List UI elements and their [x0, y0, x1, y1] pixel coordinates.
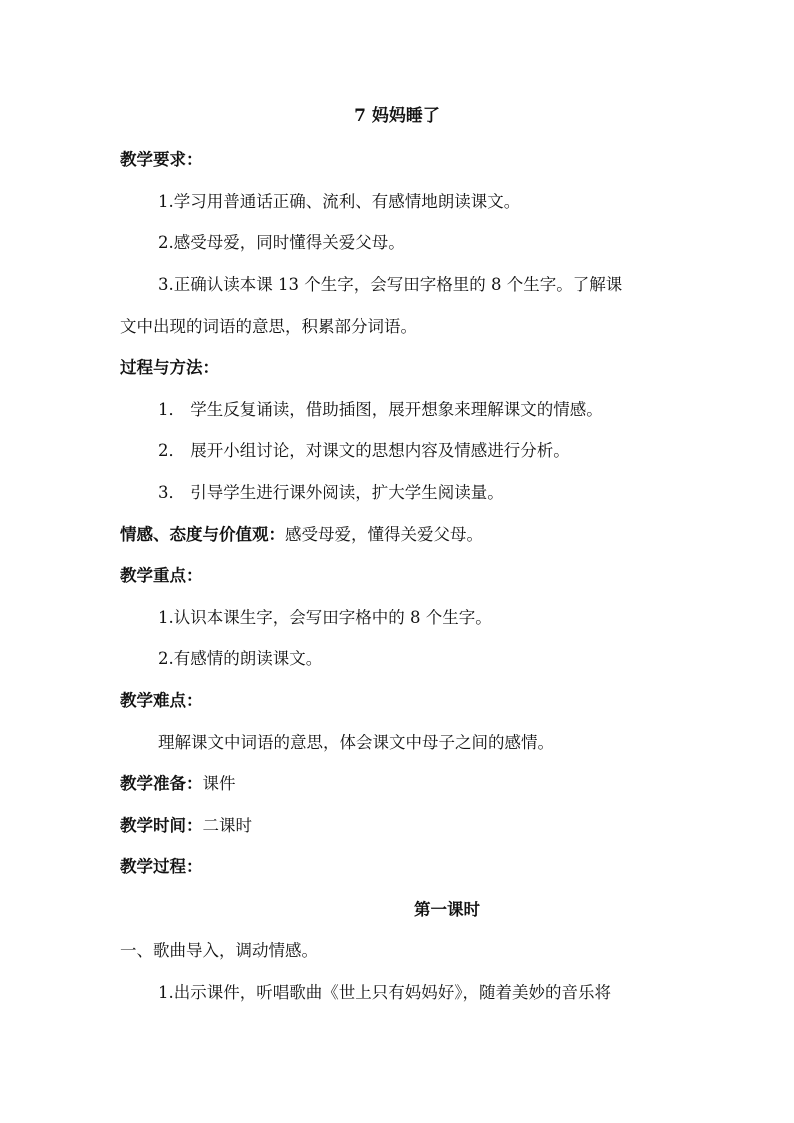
difficulties-heading: 教学难点：	[120, 691, 203, 710]
time-line	[120, 815, 252, 837]
lesson-1-step-1: 一、歌曲导入，调动情感。	[120, 941, 318, 960]
difficulties-text: 理解课文中词语的意思，体会课文中母子之间的感情。	[158, 733, 554, 752]
key-points-item-2: 2.有感情的朗读课文。	[158, 649, 323, 668]
procedure-heading: 教学过程：	[120, 857, 203, 876]
time-text: 二课时	[202, 816, 252, 835]
emotion-line	[120, 524, 483, 546]
emotion-text: 感受母爱，懂得关爱父母。	[285, 525, 483, 544]
lesson-1-step-1-item-1: 1.出示课件，听唱歌曲《世上只有妈妈好》，随着美妙的音乐将	[158, 983, 611, 1002]
preparation-line	[120, 773, 236, 795]
requirements-item-2: 2.感受母爱，同时懂得关爱父母。	[158, 233, 405, 252]
process-method-item-3: 3． 引导学生进行课外阅读，扩大学生阅读量。	[158, 483, 504, 502]
preparation-heading: 教学准备：	[120, 774, 203, 793]
lesson-1-heading: 第一课时	[414, 900, 480, 919]
key-points-heading: 教学重点：	[120, 566, 203, 585]
requirements-item-1: 1.学习用普通话正确、流利、有感情地朗读课文。	[158, 192, 521, 211]
requirements-item-3-line-1: 3.正确认读本课 13 个生字，会写田字格里的 8 个生字。了解课	[158, 275, 623, 294]
time-heading: 教学时间：	[120, 816, 203, 835]
requirements-heading: 教学要求：	[120, 150, 203, 169]
preparation-text: 课件	[202, 774, 236, 793]
page-title: 7 妈妈睡了	[354, 106, 440, 126]
process-method-heading: 过程与方法：	[120, 358, 219, 377]
process-method-item-1: 1． 学生反复诵读，借助插图，展开想象来理解课文的情感。	[158, 400, 603, 419]
requirements-item-3-line-2: 文中出现的词语的意思，积累部分词语。	[120, 317, 417, 336]
emotion-heading: 情感、态度与价值观：	[120, 525, 285, 544]
process-method-item-2: 2． 展开小组讨论，对课文的思想内容及情感进行分析。	[158, 441, 570, 460]
key-points-item-1: 1.认识本课生字，会写田字格中的 8 个生字。	[158, 608, 492, 627]
